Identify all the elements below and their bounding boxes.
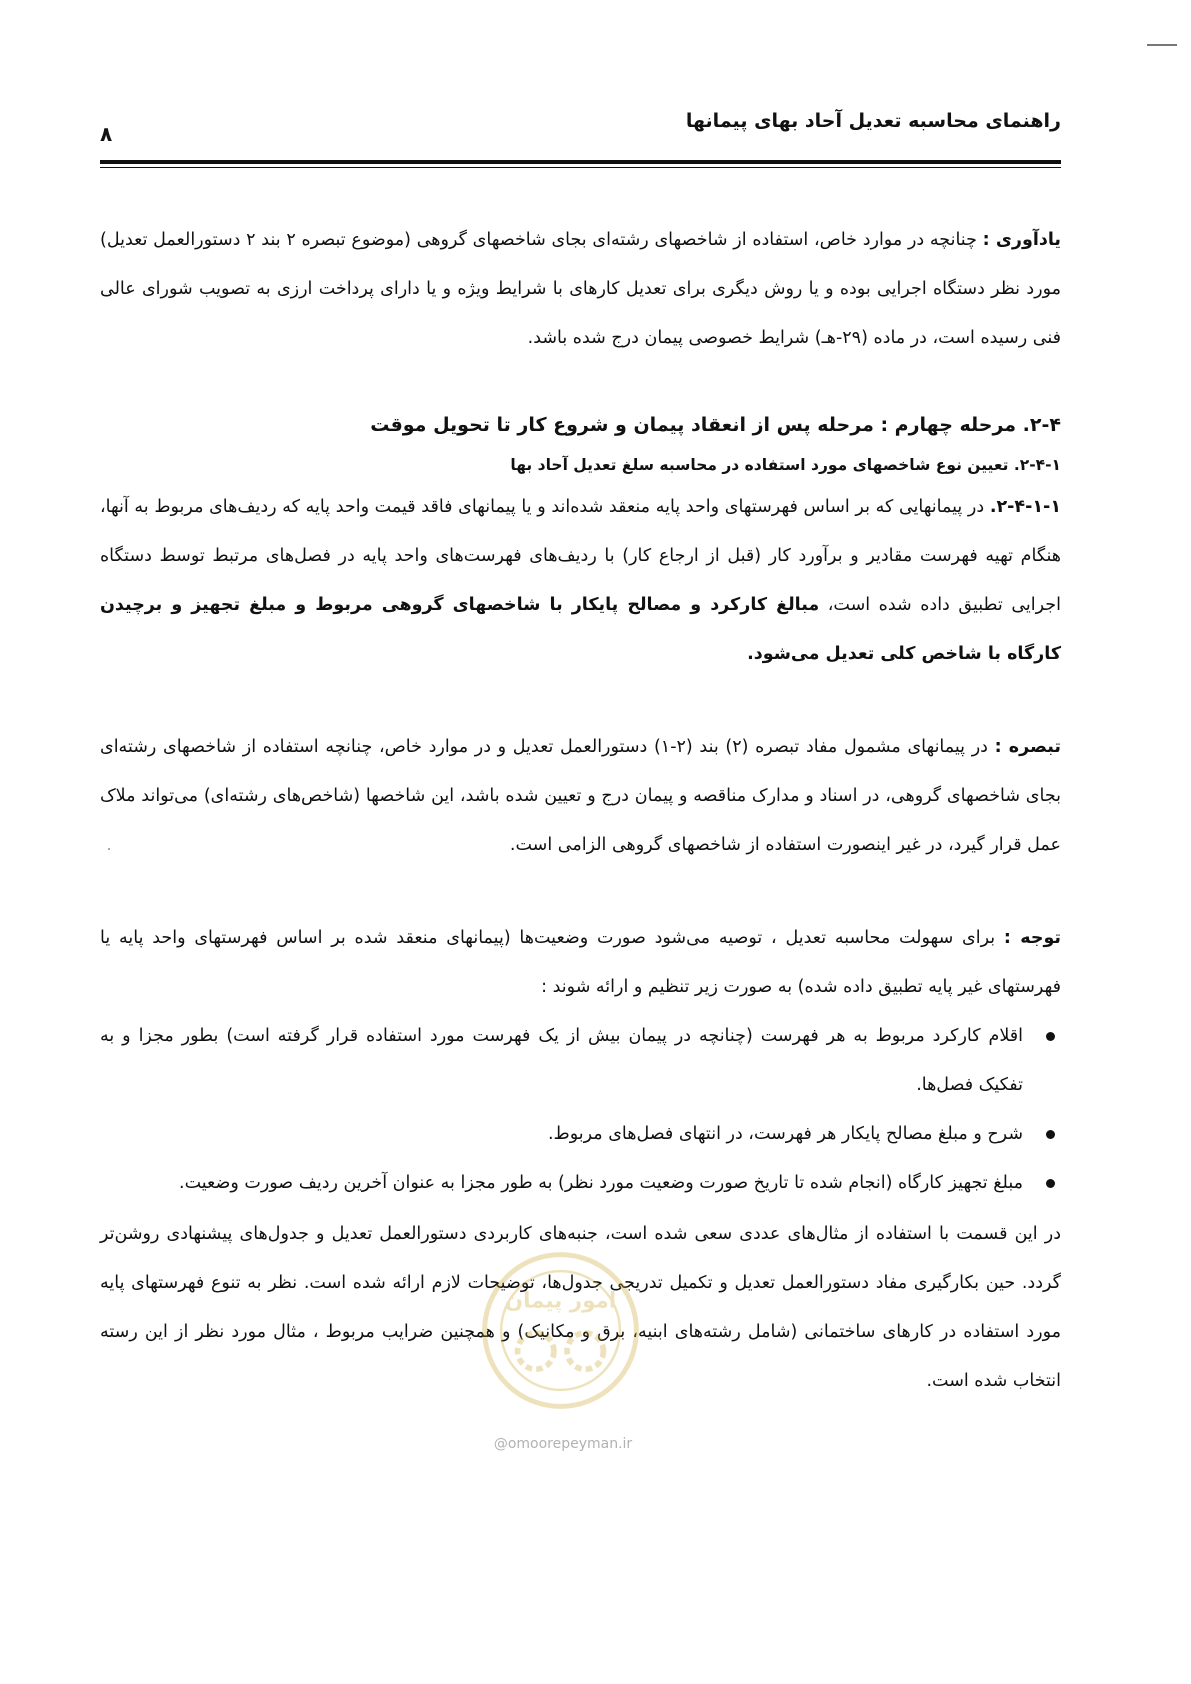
paragraph-text: در پیمانهایی که بر اساس فهرستهای واحد پایه منعقد شده‌اند و یا پیمانهای فاقد قیمت واحد پایه که ردیف‌های مربوط به آنها، هنگام تهیه فهرست مقادیر و برآورد کار (قبل از ارجاع کار) با ردیف‌های فهرست‌های واحد پایه در فصل‌های مرتبط توسط دستگاه اجرایی تطبیق داده شده است، [100,497,1061,615]
note-label: یادآوری : [982,230,1061,250]
remark-text: در پیمانهای مشمول مفاد تبصره (۲) بند (۲-۱) دستورالعمل تعدیل و در موارد خاص، چنانچه استفاده از شاخصهای رشته‌ای بجای شاخصهای گروهی، در اسناد و مدارک مناقصه و پیمان درج و تعیین شده باشد، این شاخصها (شاخص‌های رشته‌ای) می‌تواند ملاک عمل قرار گیرد، در غیر اینصورت استفاده از شاخصهای گروهی الزامی است. [100,737,1061,855]
remark-paragraph [100,723,1061,870]
paragraph-2-4-1-1 [100,483,1061,679]
page-body [100,216,1061,1406]
seal-watermark-icon [478,1248,643,1413]
notice-label: توجه : [1003,928,1061,948]
header-rule [100,160,1061,164]
bullet-icon [1046,1130,1055,1139]
note-text: چنانچه در موارد خاص، استفاده از شاخصهای رشته‌ای بجای شاخصهای گروهی (موضوع تبصره ۲ بند ۲ دستورالعمل تعدیل) مورد نظر دستگاه اجرایی بوده و یا روش دیگری برای تعدیل کارهای با شرایط ویژه و یا دارای پرداخت ارزی به تصویب شورای عالی فنی رسیده است، در ماده (۲۹-هـ) شرایط خصوصی پیمان درج شده باشد. [100,230,1061,348]
list-item [100,1110,1061,1159]
closing-paragraph: در این قسمت با استفاده از مثال‌های عددی سعی شده است، جنبه‌های کاربردی دستورالعمل تعدیل و جدول‌های پیشنهادی روشن‌تر گردد. حین بکارگیری مفاد دستورالعمل تعدیل و تکمیل تدریجی جدول‌ها، توضیحات لازم ارائه شده است. نظر به تنوع فهرستهای پایه مورد استفاده در کارهای ساختمانی (شامل رشته‌های ابنیه، برق و مکانیک) و همچنین ضرایب مربوط ، مثال مورد نظر از این رسته انتخاب شده است. [100,1224,1061,1391]
paragraph-bold-text: مبالغ کارکرد و مصالح پایکار با شاخصهای گروهی مربوط و مبلغ تجهیز و برچیدن کارگاه با شاخص کلی تعدیل می‌شود. [100,595,1061,664]
gear-icon [567,1333,603,1369]
seal-outer-ring [485,1255,637,1407]
notice-text: برای سهولت محاسبه تعدیل ، توصیه می‌شود صورت وضعیت‌ها (پیمانهای منعقد شده بر اساس فهرستهای واحد پایه یا فهرستهای غیر پایه تطبیق داده شده) به صورت زیر تنظیم و ارائه شوند : [100,928,1061,997]
note-paragraph [100,216,1061,363]
subsection-heading: ۲-۴-۱. تعیین نوع شاخصهای مورد استفاده در محاسبه سلغ تعدیل آحاد بها [510,456,1061,474]
list-item-text: شرح و مبلغ مصالح پایکار هر فهرست، در انتهای فصل‌های مربوط. [547,1124,1023,1144]
list-item [100,1012,1061,1110]
header-rule-thin [100,167,1061,168]
watermark-url: @omoorepeyman.ir [493,1436,633,1452]
list-item [100,1159,1061,1208]
header-title: راهنمای محاسبه تعدیل آحاد بهای پیمانها [685,110,1061,132]
scan-speck [108,848,110,850]
remark-label: تبصره : [994,737,1061,757]
seal-text: امور پیمان [504,1288,617,1314]
paragraph-number: ۲-۴-۱-۱. [989,497,1061,517]
list-item-text: اقلام کارکرد مربوط به هر فهرست (چنانچه در پیمان بیش از یک فهرست مورد استفاده قرار گرفته است) بطور مجزا و به تفکیک فصل‌ها. [100,1026,1023,1095]
gear-icon [518,1333,554,1369]
bullet-icon [1046,1032,1055,1041]
section-heading: ۲-۴. مرحله چهارم : مرحله پس از انعقاد پیمان و شروع کار تا تحویل موقت [370,414,1061,436]
list-item-text: مبلغ تجهیز کارگاه (انجام شده تا تاریخ صورت وضعیت مورد نظر) به طور مجزا به عنوان آخرین ردیف صورت وضعیت. [179,1173,1023,1193]
notice-paragraph [100,914,1061,1012]
bullet-icon [1046,1179,1055,1188]
page-number: ۸ [100,122,113,146]
bullet-list [100,1012,1061,1208]
scan-mark [1147,44,1177,46]
page-header [100,104,1061,154]
